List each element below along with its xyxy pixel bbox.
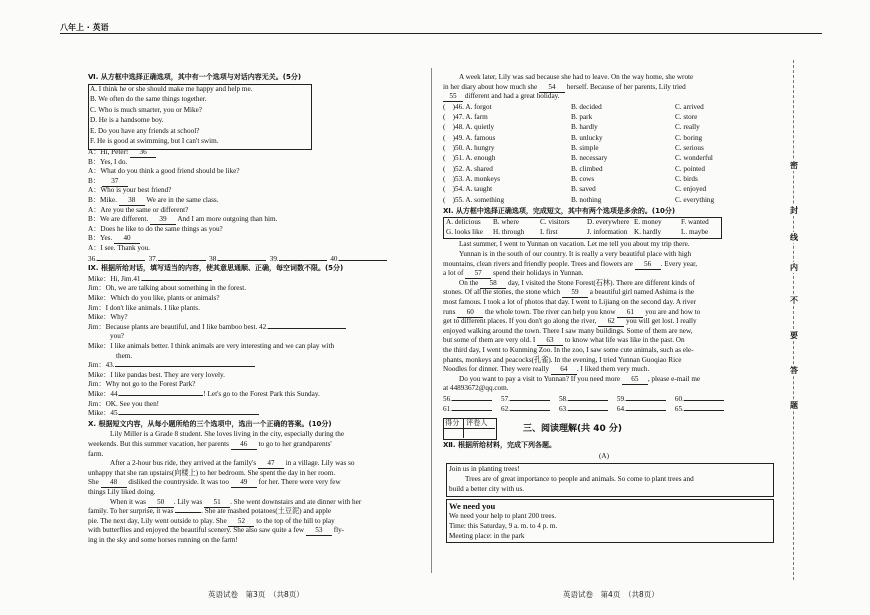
dialog-text: B： [88,176,100,185]
answer-blank[interactable]: 55 [443,92,463,102]
page-footer: 英语试卷 第4页 （共8页） [563,590,659,599]
answer-blank[interactable]: 56 [635,260,661,270]
answer-blank[interactable]: 49 [231,478,257,488]
answer-line[interactable] [510,410,550,411]
word-option: F. wanted [681,218,709,227]
option-item: B. We often do the same things together. [90,95,207,104]
seal-char: 封 [790,206,798,215]
notice-line: We need your help to plant 200 trees. [449,512,557,521]
passage-text: Every year, [664,259,698,268]
answer-blank[interactable]: 62 [598,317,624,327]
passage-text: On the [459,278,479,287]
choice-option[interactable]: ( )48. A. quietly [443,123,495,132]
answer-blank[interactable]: 48 [101,478,127,488]
answer-label: 40. [330,254,340,263]
choice-option[interactable]: C. wonderful [675,154,713,163]
passage-text: I liked them very much. [580,365,650,374]
dialog-line [88,361,255,370]
choice-option[interactable]: C. serious [675,144,704,152]
notice-line: Trees are of great importance to people and animals. So come to plant trees and [465,475,694,484]
answer-blank[interactable]: 36 [130,148,156,158]
dialog-line [88,323,346,332]
choice-option[interactable]: ( )46. A. forgot [443,102,492,111]
passage-line [443,288,771,298]
dialog-line: A：Does he like to do the same things as you? [88,224,223,233]
passage-text: farm. [88,449,104,458]
answer-line[interactable] [142,280,212,281]
seal-char: 要 [790,331,798,340]
passage-line [88,526,418,536]
answer-line[interactable] [97,260,145,261]
passage-text: Last summer, I went to Yunnan on vacation. Let me tell you about my trip there. [459,240,690,249]
answer-blank[interactable]: 38 [119,196,145,206]
choice-option[interactable]: B. nothing [571,195,602,204]
word-option: J. information [587,228,628,237]
choice-option[interactable]: B. park [571,113,593,122]
passage-line [443,298,771,307]
answer-blank[interactable]: 64 [551,365,577,375]
answer-line[interactable] [268,328,346,329]
section9-title: Ⅸ. 根据所给对话，填写适当的内容，使其意思通顺、正确，每空词数不限。(5分) [88,264,344,273]
passage-text: in her diary about how much she [443,82,538,91]
dialog-text: Jim：43. [88,361,115,370]
dialog-text: Mike：45. [88,409,120,418]
passage-text: ing in the sky and some horses running on the farm! [88,536,238,544]
passage-line [443,336,771,346]
answer-blank[interactable]: 40 [114,234,140,244]
passage-text: please e-mail me [651,374,701,383]
choice-option[interactable]: C. store [675,113,698,122]
dialog-line [88,215,277,225]
answer-line[interactable] [684,400,724,401]
passage-line [88,517,418,527]
passage-text: Lily was [177,497,203,506]
answer-label: 57. [500,395,510,403]
dialog-text: B：Yes. [88,234,113,243]
passage-line [459,279,771,289]
choice-option[interactable]: B. decided [571,102,602,111]
dialog-text: B：Mike. [88,196,117,204]
answer-line[interactable] [158,260,206,261]
answer-label: 36. [88,254,97,263]
choice-option[interactable]: ( )49. A. famous [443,133,496,142]
dialog-text: And I am more outgoing than him. [177,215,278,224]
passage-text: at 44893672@qq.com. [443,384,509,393]
dialog-line: Jim：Why not go to the Forest Park? [88,380,196,389]
answer-label: 62. [500,404,510,413]
dialog-text: Jim：Because plants are beautiful, and I like bamboo best. 42. [88,322,269,331]
dialog-line: Mike：Why? [88,313,128,322]
answer-blank[interactable]: 65 [622,375,648,385]
passage-line [443,346,771,355]
answer-blank[interactable]: 60 [457,308,483,318]
dialog-line [88,275,212,284]
seal-char: 题 [790,401,798,410]
passage-text: Do you want to pay a visit to Yunnan? If you need more [459,374,621,383]
passage-line [443,308,771,318]
score-label: 得分 [445,419,460,428]
choice-option[interactable]: ( )54. A. taught [443,185,493,194]
word-option: B. where [493,218,519,227]
passage-line: When it was 50 . Lily was 51 . She went downstairs and ate dinner with her [110,498,418,508]
passage-text: but some of them are very old. I [443,336,536,345]
answer-blank[interactable]: 59 [562,288,588,298]
passage-text: After a 2-hour bus ride, they arrived at the family's [110,459,257,468]
seal-char: 答 [790,366,798,375]
option-item: A. I think he or she should make me happy and help me. [90,85,253,93]
passage-line [443,384,771,393]
passage-line [88,536,418,545]
passage-text: fly- [333,526,345,535]
answer-line[interactable] [684,410,724,411]
passage-text: weekends. But this summer vacation, her parents [88,440,229,448]
dialog-text: A：Hi, Peter! [88,148,129,156]
passage-text: She [88,478,99,487]
dialog-line: Mike：I like pandas best. They are very lovely. [88,370,225,379]
choice-option[interactable]: C. everything [675,195,715,204]
passage-line [443,269,771,279]
choice-option[interactable]: ( )50. A. hungry [443,144,495,152]
passage-text: Yunnan is in the south of our country. It is really a very beautiful place with high [459,250,692,258]
passage-text: to the top of the hill to play [256,516,335,525]
answer-line[interactable] [119,395,203,396]
passage-line [459,250,771,259]
choice-option[interactable]: B. saved [571,185,596,194]
answer-label: 37. [148,254,158,263]
answer-blank[interactable]: 53 [306,526,332,536]
subsection-label: (A) [599,451,609,460]
choice-option[interactable]: ( )53. A. monkeys [443,174,501,183]
answer-label: 64. [616,404,626,413]
passage-text: unhappy that she ran upstairs(向楼上) to her bedroom. She spent the day in her room. [88,468,336,477]
answer-line[interactable] [626,410,666,411]
option-item: F. He is good at swimming, but I can't swim. [90,137,219,145]
passage-text: the whole town. The river can help you know [484,307,616,316]
dialog-line [88,409,259,418]
word-option: I. first [540,228,558,237]
passage-line [443,92,560,102]
choice-option[interactable]: B. cows [571,174,595,183]
dialog-text: B：We are different. [88,215,149,224]
answer-line[interactable] [510,400,550,401]
section3-title: 三、阅读理解(共 40 分) [523,424,623,435]
option-item: D. He is a handsome boy. [90,116,164,125]
answer-label: 61. [443,404,452,413]
seal-dash [793,60,794,580]
word-option: C. visitors [540,218,570,227]
answer-line[interactable] [568,400,608,401]
word-option: K. hardly [634,228,662,237]
passage-text: disliked the countryside. It was too [128,478,229,487]
passage-line [88,440,418,450]
passage-text: you are and how to [645,307,701,316]
passage-text: phants, monkeys and peacocks(孔雀). In the evening, I tried Yunnan Guoqiao Rice [443,355,682,364]
dialog-line: A：What do you think a good friend should be like? [88,167,240,176]
section11-title: Ⅺ. 从方框中选择正确选项，完成短文，其中有两个选项是多余的。(10分) [443,206,676,215]
seal-char: 内 [790,263,798,272]
dialog-line [88,390,320,399]
passage-line [443,83,686,93]
score-box-mid [443,428,495,429]
answer-row [443,405,733,414]
dialog-line [88,234,140,244]
answer-label: 63. [558,404,568,413]
answer-label: 58. [558,395,568,403]
answer-line[interactable] [626,400,666,401]
dialog-line [88,148,156,158]
choice-option[interactable]: ( )52. A. shared [443,164,493,173]
seal-char: 线 [790,233,798,242]
choice-option[interactable]: C. arrived [675,102,704,111]
word-option: E. money [634,218,662,227]
answer-blank[interactable]: 61 [617,308,643,318]
passage-line [110,430,418,439]
dialog-line: A：Who is your best friend? [88,186,172,195]
passage-text: for her. There were very few [258,478,341,487]
passage-line [88,450,418,459]
option-item: E. Do you have any friends at school? [90,126,200,135]
passage-text: mountains, clean rivers and friendly people. Trees and flowers are [443,259,633,268]
passage-text: the third day, I went to Kunming Zoo. In the zoo, I saw some cute animals, such as ele- [443,346,694,354]
word-option: L. maybe [681,228,709,237]
passage-text: in a village. Lily was so [285,459,355,468]
answer-blank[interactable]: 54 [539,83,565,93]
choice-option[interactable]: C. birds [675,174,698,183]
choice-option[interactable]: ( )51. A. enough [443,154,496,163]
passage-text: to know what life was like in the past. On [564,336,685,345]
word-option: D. everywhere [587,218,630,227]
section6-title: Ⅵ. 从方框中选择正确选项，其中有一个选项与对话内容无关。(5分) [88,73,302,81]
passage-line [88,478,418,488]
answer-line[interactable] [568,410,608,411]
dialog-line: B：Yes, I do. [88,157,128,166]
notice-line: Meeting place: in the park [449,532,525,541]
section12-title: Ⅻ. 根据所给材料，完成下列各题。 [443,441,556,450]
dialog-line: A：Are you the same or different? [88,205,189,214]
choice-option[interactable]: ( )55. A. something [443,195,505,204]
passage-line [443,327,771,336]
answer-line[interactable] [339,260,387,261]
choice-option[interactable]: B. simple [571,144,599,152]
passage-text: runs [443,307,456,316]
passage-text: enjoyed walking around the town. There I saw many buildings. Some of them are new, [443,326,693,335]
dialog-line: Jim：I don't like animals. I like plants. [88,303,200,312]
dialog-text: We are in the same class. [146,196,219,204]
notice-line: build a better city with us. [449,485,525,494]
answer-label: 38. [209,254,219,263]
passage-line: family. To her surprise, it was . She ate mashed potatoes(土豆泥) and apple [88,507,332,516]
dialog-line: Jim：Oh, we are talking about something in the forest. [88,284,247,293]
answer-line[interactable] [279,260,327,261]
word-option: H. through [493,228,525,237]
dialog-line: you? [110,332,124,341]
passage-line: Do you want to pay a visit to Yunnan? If you need more 65 , please e-mail me [459,375,771,385]
column-divider [431,68,432,573]
notice2-title: We need you [449,501,496,512]
answer-row [443,395,733,404]
passage-text: day, I visited the Stone Forest(石林). There are different kinds of [507,278,695,287]
choice-option[interactable]: B. hardly [571,123,598,132]
passage-line: Noodles for dinner. They were really 64 . I liked them very much. [443,365,771,375]
passage-text: a beautiful girl named Ashima is the [589,288,694,297]
page-footer: 英语试卷 第3页 （共8页） [208,590,304,599]
seal-char: 密 [790,161,798,170]
passage-text: most famous. I took a lot of photos that day. I went to Lijiang on the second day. A river [443,298,696,306]
passage-text: with butterflies and enjoyed the beautiful scenery. She also saw quite a few [88,526,305,535]
answer-blank[interactable] [175,512,201,513]
choice-option[interactable]: ( )47. A. farm [443,113,488,122]
answer-line[interactable] [452,410,492,411]
answer-line[interactable] [119,414,259,415]
dialog-line: them. [116,351,133,360]
answer-blank[interactable]: 63 [537,336,563,346]
passage-text: stones. Of all the stones, the stone which [443,288,561,297]
choice-option[interactable]: C. really [675,123,700,132]
grader-label: 评卷人 [466,419,488,428]
passage-line [110,459,418,469]
passage-line [459,240,771,249]
notice-line: Join us in planting trees! [449,465,520,474]
passage-text: family. To her surprise, it was [88,507,174,516]
choice-option[interactable]: B. necessary [571,154,608,163]
dialog-text: Mike：Hi, Jim.41. [88,274,143,283]
passage-text: She ate mashed potatoes(土豆泥) and apple [204,507,332,516]
section10-title: Ⅹ. 根据短文内容，从每小题所给的三个选项中，选出一个正确的答案。(10分) [88,419,332,428]
passage-text: pie. The next day, Lily went outside to play. She [88,516,227,525]
passage-line [88,469,418,478]
dialog-line [88,177,128,187]
choice-option[interactable]: C. pointed [675,164,705,173]
answer-line[interactable] [452,400,492,401]
passage-text: things Lily liked doing. [88,488,156,496]
dialog-line: Mike：Which do you like, plants or animals? [88,294,220,302]
passage-text: a lot of [443,269,464,278]
passage-text: spend their holidays in Yunnan. [492,269,584,278]
answer-row [88,255,391,264]
passage-line: mountains, clean rivers and friendly people. Trees and flowers are 56 . Every year, [443,260,771,270]
passage-line: A week later, Lily was sad because she had to leave. On the way home, she wrote [459,73,694,81]
answer-blank[interactable]: 47 [258,459,284,469]
passage-text: herself. Because of her parents, Lily tried [566,82,686,91]
option-item: C. Who is much smarter, you or Mike? [90,105,202,114]
word-option: A. delicious [446,218,481,227]
answer-blank[interactable]: 46 [231,440,257,450]
answer-label: 59. [616,395,626,403]
answer-label: 56. [443,395,452,403]
passage-text: She went downstairs and ate dinner with her [233,497,362,506]
page-header-title: 八年上 · 英语 [60,23,109,32]
answer-blank[interactable]: 58 [480,279,506,289]
answer-blank[interactable]: 52 [228,517,254,527]
answer-blank[interactable]: 51 [204,498,230,508]
passage-text: When it was [110,497,146,506]
passage-line [443,317,771,327]
answer-blank[interactable]: 50 [148,498,174,508]
answer-blank[interactable]: 37 [102,177,128,187]
header-rule [60,33,822,34]
dialog-text: Mike：44. [88,390,120,398]
passage-line [443,356,771,365]
answer-label: 65. [674,404,684,413]
passage-text: you will get lost. I really [625,317,697,326]
answer-line[interactable] [218,260,266,261]
passage-text: get to different places. If you don't go along the river, [443,317,597,326]
dialog-line: Mike：I like animals better. I think animals are very interesting and we can play with [88,342,335,350]
answer-label: 60. [674,395,684,403]
notice-line: Time: this Saturday, 9 a. m. to 4 p. m. [449,522,558,531]
passage-line [88,488,418,497]
dialog-line: A：I see. Thank you. [88,244,150,252]
answer-line[interactable] [115,366,255,367]
seal-char: 不 [790,296,798,305]
passage-text: different and had a great holiday. [464,92,560,101]
dialog-line [88,196,219,206]
dialog-line: Jim：OK. See you then! [88,399,160,408]
answer-blank[interactable]: 57 [465,269,491,279]
choice-option[interactable]: C. boring [675,133,703,142]
dialog-text: ! Let's go to the Forest Park this Sunday. [203,390,320,398]
passage-text: to go to her grandparents' [258,440,332,448]
word-option: G. looks like [446,228,483,237]
choice-option[interactable]: C. enjoyed [675,185,707,194]
passage-text: Noodles for dinner. They were really [443,365,550,374]
passage-text: Lily Miller is a Grade 8 student. She loves living in the city, especially during the [110,430,345,439]
choice-option[interactable]: B. climbed [571,164,603,173]
answer-label: 39. [269,254,279,263]
answer-blank[interactable]: 39 [150,215,176,225]
choice-option[interactable]: B. unlucky [571,133,603,142]
